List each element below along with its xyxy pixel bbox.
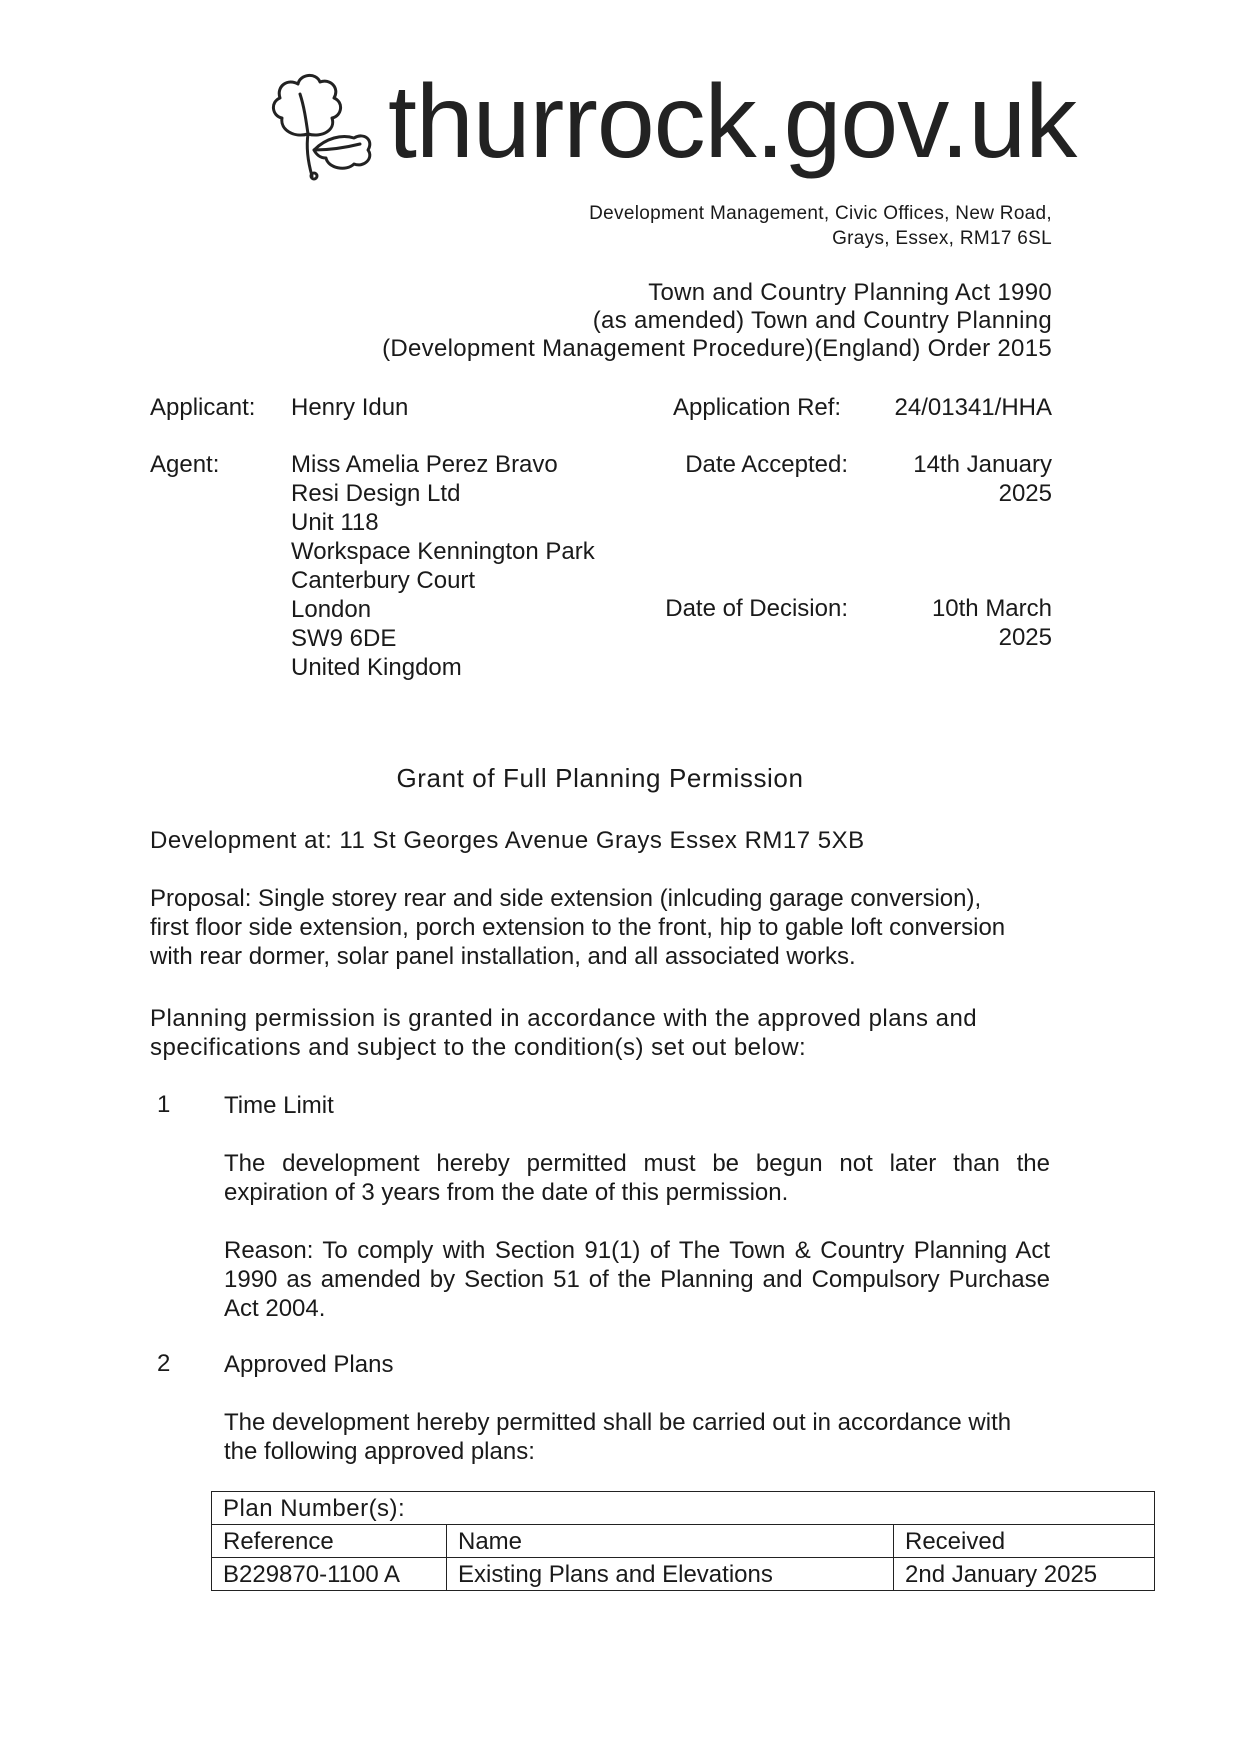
proposal-line-2: first floor side extension, porch extension to the front, hip to gable loft conversion [150, 914, 1006, 941]
date-of-decision-line-1: 10th March [931, 595, 1052, 622]
approved-plans-table [211, 1491, 1155, 1591]
condition-1-heading: Time Limit [224, 1092, 334, 1119]
granted-line-2: specifications and subject to the condition(s) set out below: [150, 1034, 807, 1061]
proposal [150, 884, 1050, 971]
granted-line-1: Planning permission is granted in accordance with the approved plans and [150, 1005, 978, 1032]
agent-line: Unit 118 [291, 509, 379, 536]
proposal-line-3: with rear dormer, solar panel installation, and all associated works. [150, 943, 856, 970]
granted-statement [150, 1004, 1050, 1062]
condition-2-text: The development hereby permitted shall be carried out in accordance with the following approved plans: [224, 1409, 1012, 1465]
council-logo [268, 64, 1077, 188]
date-of-decision-value [932, 594, 1052, 652]
agent-line: London [291, 596, 372, 623]
agent-line: United Kingdom [291, 654, 462, 681]
condition-1-text: The development hereby permitted must be begun not later than the expiration of 3 years from the date of this permission. [224, 1150, 1050, 1206]
document-title: Grant of Full Planning Permission [396, 763, 804, 793]
address-line-2: Grays, Essex, RM17 6SL [832, 228, 1052, 249]
oak-leaf-icon [268, 72, 376, 184]
table-header-row [212, 1525, 1155, 1558]
condition-2-heading: Approved Plans [224, 1351, 394, 1378]
applicant-label: Applicant: [150, 394, 256, 421]
agent-label: Agent: [150, 451, 220, 478]
application-ref-value: 24/01341/HHA [894, 394, 1052, 421]
date-accepted-value [913, 450, 1052, 508]
condition-1-reason: Reason: To comply with Section 91(1) of The Town & Country Planning Act 1990 as amended by Section 51 of the Planning and Compulsory Purchase Act 2004. [224, 1237, 1050, 1322]
table-cell-name: Existing Plans and Elevations [447, 1558, 894, 1591]
date-accepted-line-2: 2025 [998, 480, 1052, 507]
act-line-2: (as amended) Town and Country Planning [592, 307, 1052, 334]
development-at: Development at: 11 St Georges Avenue Grays Essex RM17 5XB [150, 827, 865, 854]
condition-2-number: 2 [157, 1350, 171, 1377]
table-cell-received: 2nd January 2025 [894, 1558, 1155, 1591]
agent-line: SW9 6DE [291, 625, 397, 652]
act-line-3: (Development Management Procedure)(England) Order 2015 [382, 335, 1052, 362]
table-header-reference: Reference [212, 1525, 447, 1558]
table-caption-row [212, 1492, 1155, 1525]
address-line-1: Development Management, Civic Offices, New Road, [589, 203, 1052, 224]
agent-line: Resi Design Ltd [291, 480, 461, 507]
table-cell-reference: B229870-1100 A [212, 1558, 447, 1591]
table-header-received: Received [894, 1525, 1155, 1558]
date-of-decision-line-2: 2025 [998, 624, 1052, 651]
table-row [212, 1558, 1155, 1591]
table-caption: Plan Number(s): [212, 1492, 1155, 1525]
agent-line: Miss Amelia Perez Bravo [291, 451, 558, 478]
agent-line: Canterbury Court [291, 567, 476, 594]
application-ref-label: Application Ref: [673, 394, 842, 421]
date-accepted-label: Date Accepted: [685, 451, 848, 478]
date-of-decision-label: Date of Decision: [665, 595, 848, 622]
agent-line: Workspace Kennington Park [291, 538, 595, 565]
logo-text: thurrock.gov.uk [388, 64, 1077, 180]
applicant-value: Henry Idun [291, 394, 409, 421]
agent-address [291, 450, 595, 682]
table-header-name: Name [447, 1525, 894, 1558]
condition-1-number: 1 [157, 1091, 171, 1118]
proposal-line-1: Proposal: Single storey rear and side extension (inlcuding garage conversion), [150, 885, 982, 912]
act-line-1: Town and Country Planning Act 1990 [648, 279, 1052, 306]
date-accepted-line-1: 14th January [913, 451, 1052, 478]
